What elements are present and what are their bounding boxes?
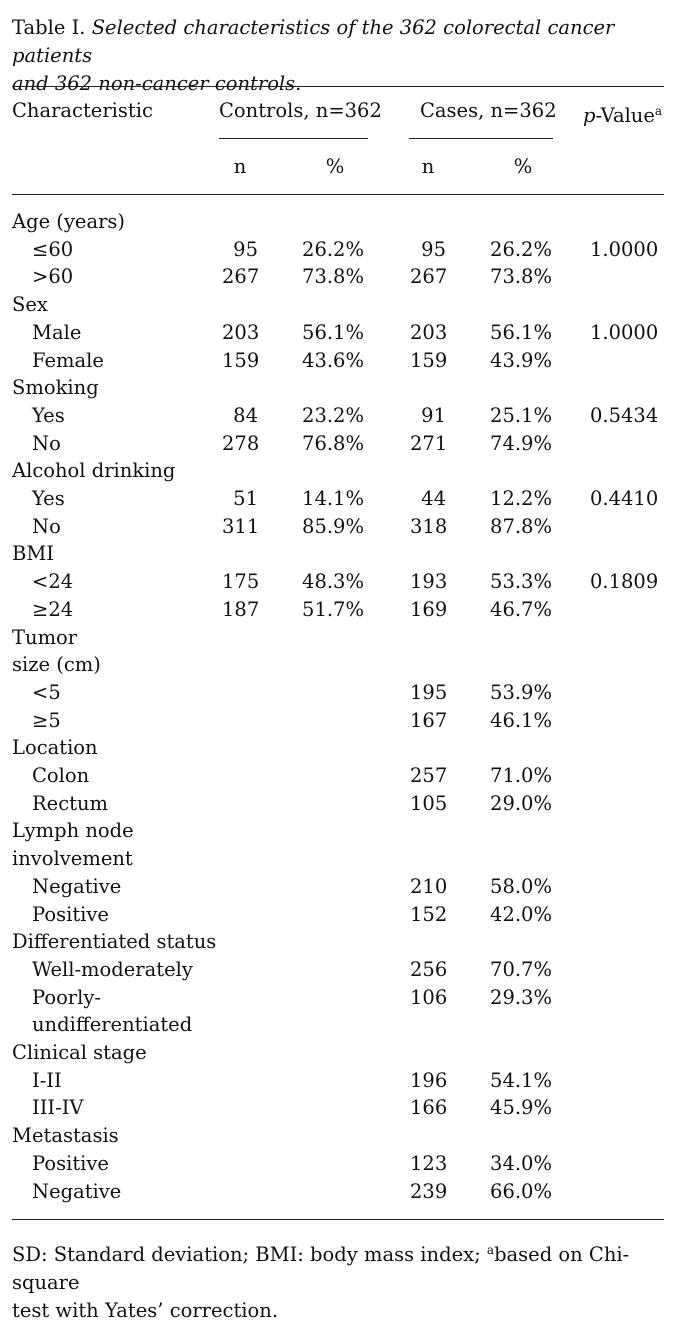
- cases-n-cell: 239: [410, 1179, 448, 1203]
- cases-n-cell: 166: [410, 1096, 448, 1120]
- row-label: ≤60: [32, 237, 74, 261]
- header-pvalue-italic: p: [583, 104, 596, 127]
- row-label: Female: [32, 348, 104, 372]
- header-controls-pct: %: [325, 155, 345, 178]
- header-pvalue-sup: a: [654, 104, 663, 118]
- top-rule: [12, 86, 664, 87]
- row-label: No: [32, 514, 61, 538]
- cases-pct-cell: 58.0%: [490, 874, 552, 898]
- row-label: <5: [32, 680, 61, 704]
- bottom-rule: [12, 1219, 664, 1220]
- footnote-part1: SD: Standard deviation; BMI: body mass index;: [12, 1243, 487, 1266]
- cases-pct-cell: 71.0%: [490, 764, 552, 787]
- caption-title-line1: Selected characteristics of the 362 colorectal cancer patients: [12, 16, 615, 67]
- row-label: Well-moderately: [32, 957, 193, 981]
- cases-pct-cell: 29.3%: [490, 985, 552, 1009]
- row-label: Location: [12, 736, 98, 760]
- header-rule: [12, 194, 664, 195]
- controls-n-cell: 51: [233, 487, 258, 510]
- cases-n-cell: 95: [421, 237, 446, 261]
- row-label: undifferentiated: [32, 1013, 193, 1037]
- cases-pct-cell: 43.9%: [490, 348, 552, 372]
- row-label: Yes: [32, 403, 65, 427]
- row-label: Poorly-: [32, 985, 101, 1009]
- row-label: <24: [32, 570, 74, 594]
- controls-n-cell: 95: [233, 237, 258, 261]
- row-label: I-II: [32, 1068, 62, 1092]
- footnote-line2: test with Yates’ correction.: [12, 1299, 279, 1322]
- controls-pct-cell: 26.2%: [302, 237, 364, 261]
- row-label: Tumor: [12, 625, 78, 649]
- controls-pct-cell: 14.1%: [302, 487, 364, 510]
- cases-pct-cell: 46.1%: [490, 708, 552, 732]
- cases-n-cell: 152: [410, 902, 448, 926]
- controls-n-cell: 311: [222, 514, 260, 538]
- caption-title-line2: and 362 non-cancer controls.: [12, 72, 302, 95]
- controls-pct-cell: 73.8%: [302, 265, 364, 289]
- header-pvalue: [583, 97, 662, 130]
- row-label: Colon: [32, 764, 90, 787]
- cases-pct-cell: 66.0%: [490, 1179, 552, 1203]
- cases-n-cell: 167: [410, 708, 448, 732]
- row-label: Smoking: [12, 376, 99, 400]
- row-label: Positive: [32, 902, 109, 926]
- pvalue-cell: 1.0000: [590, 237, 659, 261]
- cases-pct-cell: 87.8%: [490, 514, 552, 538]
- cases-n-cell: 257: [410, 764, 448, 787]
- caption-prefix: Table I.: [12, 16, 92, 39]
- pvalue-cell: 0.4410: [590, 487, 659, 510]
- controls-n-cell: 84: [233, 403, 258, 427]
- header-cases: Cases, n=362: [420, 99, 557, 122]
- header-cases-n: n: [421, 155, 435, 178]
- cases-n-cell: 123: [410, 1151, 448, 1175]
- footnote-sup: a: [486, 1243, 495, 1257]
- cases-n-cell: 318: [410, 514, 448, 538]
- cases-pct-cell: 25.1%: [490, 403, 552, 427]
- cases-n-cell: 193: [410, 570, 448, 594]
- row-label: ≥5: [32, 708, 61, 732]
- footnote-part2: based on Chi-square: [12, 1243, 630, 1294]
- cases-n-cell: 105: [410, 791, 448, 815]
- row-label: Yes: [32, 487, 65, 510]
- row-label: Rectum: [32, 791, 109, 815]
- cases-n-cell: 91: [421, 403, 446, 427]
- controls-n-cell: 159: [222, 348, 260, 372]
- pvalue-cell: 1.0000: [590, 320, 659, 344]
- row-label: Differentiated status: [12, 930, 217, 954]
- header-controls-n: n: [233, 155, 247, 178]
- row-label: Age (years): [12, 210, 126, 233]
- header-controls: Controls, n=362: [219, 99, 382, 122]
- cases-pct-cell: 34.0%: [490, 1151, 552, 1175]
- controls-pct-cell: 43.6%: [302, 348, 364, 372]
- cases-n-cell: 271: [410, 431, 448, 455]
- row-label: Lymph node: [12, 819, 134, 843]
- cases-n-cell: 44: [421, 487, 446, 510]
- cases-pct-cell: 73.8%: [490, 265, 552, 289]
- row-label: Male: [32, 320, 82, 344]
- row-label: BMI: [12, 542, 54, 566]
- header-cases-pct: %: [513, 155, 533, 178]
- row-label: size (cm): [12, 653, 101, 677]
- controls-pct-cell: 51.7%: [302, 597, 364, 621]
- row-label: Negative: [32, 874, 122, 898]
- controls-n-cell: 187: [222, 597, 260, 621]
- cases-pct-cell: 53.3%: [490, 570, 552, 594]
- cases-pct-cell: 12.2%: [490, 487, 552, 510]
- cases-pct-cell: 53.9%: [490, 680, 552, 704]
- table-footnote: [12, 1236, 672, 1325]
- controls-subrule: [219, 138, 368, 139]
- row-label: >60: [32, 265, 74, 289]
- pvalue-cell: 0.1809: [590, 570, 659, 594]
- row-label: Metastasis: [12, 1124, 119, 1148]
- cases-pct-cell: 70.7%: [490, 957, 552, 981]
- controls-pct-cell: 23.2%: [302, 403, 364, 427]
- cases-subrule: [409, 138, 553, 139]
- controls-n-cell: 267: [222, 265, 260, 289]
- cases-n-cell: 169: [410, 597, 448, 621]
- cases-n-cell: 159: [410, 348, 448, 372]
- controls-pct-cell: 48.3%: [302, 570, 364, 594]
- cases-n-cell: 106: [410, 985, 448, 1009]
- header-pvalue-rest: -Value: [595, 104, 655, 127]
- cases-n-cell: 256: [410, 957, 448, 981]
- row-label: involvement: [12, 847, 133, 871]
- cases-n-cell: 203: [410, 320, 448, 344]
- controls-n-cell: 278: [222, 431, 260, 455]
- cases-pct-cell: 74.9%: [490, 431, 552, 455]
- cases-pct-cell: 45.9%: [490, 1096, 552, 1120]
- controls-pct-cell: 85.9%: [302, 514, 364, 538]
- cases-n-cell: 267: [410, 265, 448, 289]
- cases-pct-cell: 56.1%: [490, 320, 552, 344]
- controls-n-cell: 175: [222, 570, 260, 594]
- row-label: Clinical stage: [12, 1041, 147, 1064]
- cases-pct-cell: 29.0%: [490, 791, 552, 815]
- cases-n-cell: 210: [410, 874, 448, 898]
- controls-pct-cell: 56.1%: [302, 320, 364, 344]
- header-characteristic: Characteristic: [12, 99, 153, 122]
- row-label: ≥24: [32, 597, 74, 621]
- row-label: Alcohol drinking: [12, 459, 176, 483]
- cases-n-cell: 196: [410, 1068, 448, 1092]
- cases-pct-cell: 42.0%: [490, 902, 552, 926]
- cases-n-cell: 195: [410, 680, 448, 704]
- cases-pct-cell: 54.1%: [490, 1068, 552, 1092]
- row-label: Negative: [32, 1179, 122, 1203]
- cases-pct-cell: 26.2%: [490, 237, 552, 261]
- row-label: No: [32, 431, 61, 455]
- controls-pct-cell: 76.8%: [302, 431, 364, 455]
- controls-n-cell: 203: [222, 320, 260, 344]
- row-label: III-IV: [32, 1096, 84, 1120]
- row-label: Positive: [32, 1151, 109, 1175]
- pvalue-cell: 0.5434: [590, 403, 659, 427]
- row-label: Sex: [12, 293, 48, 317]
- cases-pct-cell: 46.7%: [490, 597, 552, 621]
